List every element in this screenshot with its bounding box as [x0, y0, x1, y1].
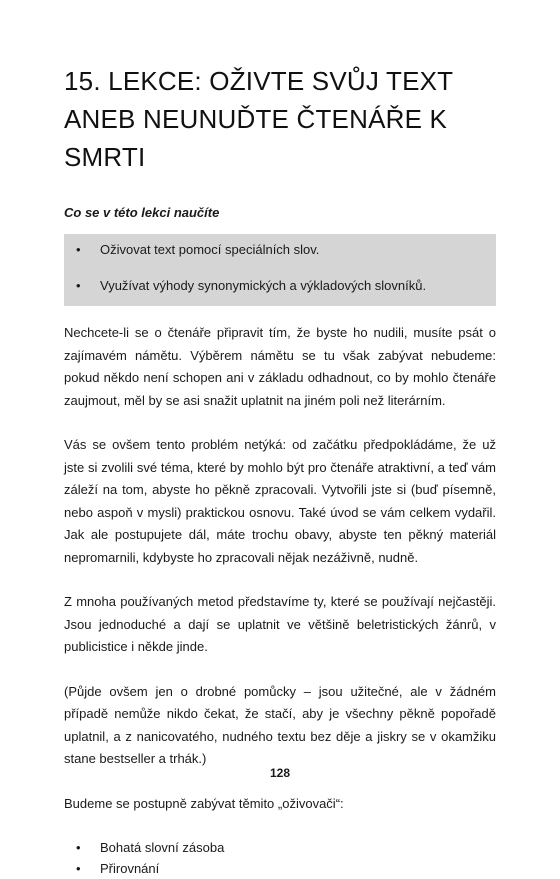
objective-text: Využívat výhody synonymických a výkladových slovníků. [100, 278, 427, 293]
objectives-heading: Co se v této lekci naučíte [64, 205, 220, 220]
objective-item [64, 241, 482, 259]
body-paragraph: Vás se ovšem tento problém netýká: od začátku předpokládáme, že už jste si zvolili své téma, které by mohlo být pro čtenáře atraktivní, a teď vám záleží na tom, abyste ho pěkně zpracovali. Vytvořili jste si (buď písemně, nebo aspoň v mysli) praktickou osnovu. Také úvod se vám celkem vydařil. Jak ale postupujete dál, máte trochu obavy, abyste ten pěkný materiál nepromarnili, kdybyste ho zpracovali nějak nezáživně, nudně. [64, 437, 496, 565]
body-paragraph: (Půjde ovšem jen o drobné pomůcky – jsou užitečné, ale v žádném případě nemůže nikdo čekat, že stačí, aby je všechny pěkně popořadě uplatnil, a z nanicovatého, nudného textu bez děje a jiskry se v okamžiku stane bestseller a trhák.) [64, 683, 496, 766]
bullet-icon: • [76, 278, 81, 293]
page-number: 128 [269, 766, 291, 780]
list-item-text: Přirovnání [100, 861, 160, 876]
list-item-text: Bohatá slovní zásoba [100, 840, 225, 855]
body-paragraph: Budeme se postupně zabývat těmito „oživovači“: [64, 795, 344, 811]
enliveners-list [64, 837, 496, 879]
bullet-icon: • [76, 242, 81, 257]
body-paragraph: Nechcete-li se o čtenáře připravit tím, že byste ho nudili, musíte psát o zajímavém námětu. Výběrem námětu se tu však zabývat nebudeme: pokud někdo není schopen ani v základu odhadnout, co by mohlo čtenáře zaujmout, měl by se asi snažit uplatnit na jiném poli než literárním. [64, 325, 496, 408]
objectives-box [64, 234, 496, 306]
page-content [64, 62, 496, 879]
lesson-title-line-2: ANEB NEUNUĎTE ČTENÁŘE K SMRTI [64, 104, 448, 172]
objective-item [64, 277, 482, 295]
body-paragraph: Z mnoha používaných metod představíme ty, které se používají nejčastěji. Jsou jednoduché a dají se uplatnit ve většině beletristických žánrů, v publicistice i někde jinde. [64, 594, 496, 654]
lesson-title-line-1: 15. LEKCE: OŽIVTE SVŮJ TEXT [64, 66, 454, 96]
list-item [64, 837, 496, 858]
objective-text: Oživovat text pomocí speciálních slov. [100, 242, 320, 257]
lesson-title [64, 62, 496, 176]
list-item [64, 858, 496, 879]
bullet-icon: • [76, 840, 81, 855]
bullet-icon: • [76, 861, 81, 876]
